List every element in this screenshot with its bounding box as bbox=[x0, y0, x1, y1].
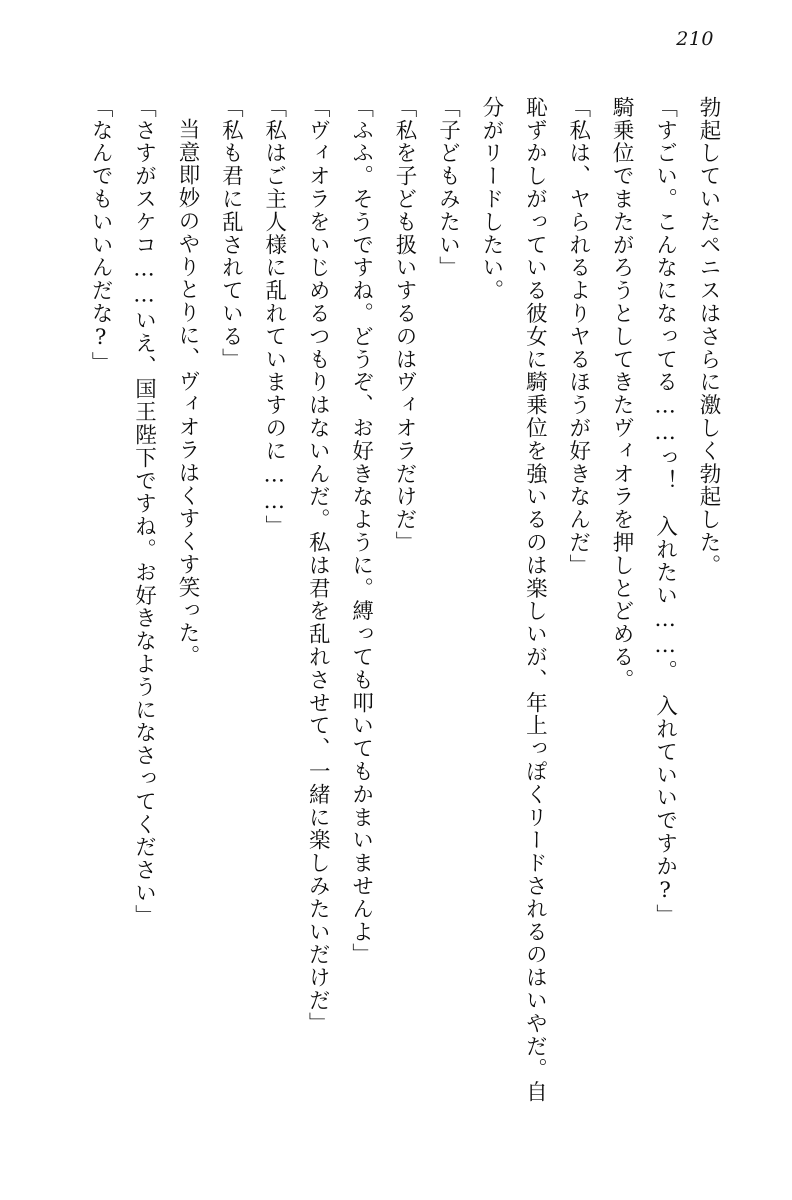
paragraph: 「私を子ども扱いするのはヴィオラだけだ」 bbox=[392, 96, 418, 554]
paragraph: 「ふふ。そうですね。どうぞ、お好きなように。縛っても叩いてもかまいませんよ」 bbox=[348, 96, 374, 967]
paragraph: 「なんでもいいんだな?」 bbox=[88, 96, 114, 375]
paragraph: 勃起していたペニスはさらに激しく勃起した。 bbox=[696, 96, 721, 577]
paragraph: 「ヴィオラをいじめるつもりはないんだ。私は君を乱れさせて、一緒に楽しみたいだけだ」 bbox=[305, 96, 331, 1035]
paragraph: 「さすがスケコ……いえ、国王陛下ですね。お好きなようになさってください」 bbox=[131, 96, 157, 928]
paragraph: 恥ずかしがっている彼女に騎乗位を強いるのは楽しいが、年上っぽくリードされるのはいやだ。自分がリードしたい。 bbox=[478, 96, 548, 1104]
vertical-text-body bbox=[52, 96, 730, 1106]
paragraph: 「私も君に乱されている」 bbox=[218, 96, 244, 371]
page-number: 210 bbox=[676, 28, 714, 50]
paragraph: 「私はご主人様に乱れていますのに……」 bbox=[261, 96, 287, 539]
paragraph: 「すごい。こんなになってる……っ！ 入れたい……。 入れていいですか?」 bbox=[652, 96, 678, 928]
paragraph: 騎乗位でまたがろうとしてきたヴィオラを押しとどめる。 bbox=[609, 96, 635, 692]
paragraph: 当意即妙のやりとりに、ヴィオラはくすくす笑った。 bbox=[174, 117, 200, 668]
paragraph: 「子どもみたい」 bbox=[435, 96, 461, 280]
paragraph: 「私は、ヤられるよりヤるほうが好きなんだ」 bbox=[565, 96, 591, 577]
